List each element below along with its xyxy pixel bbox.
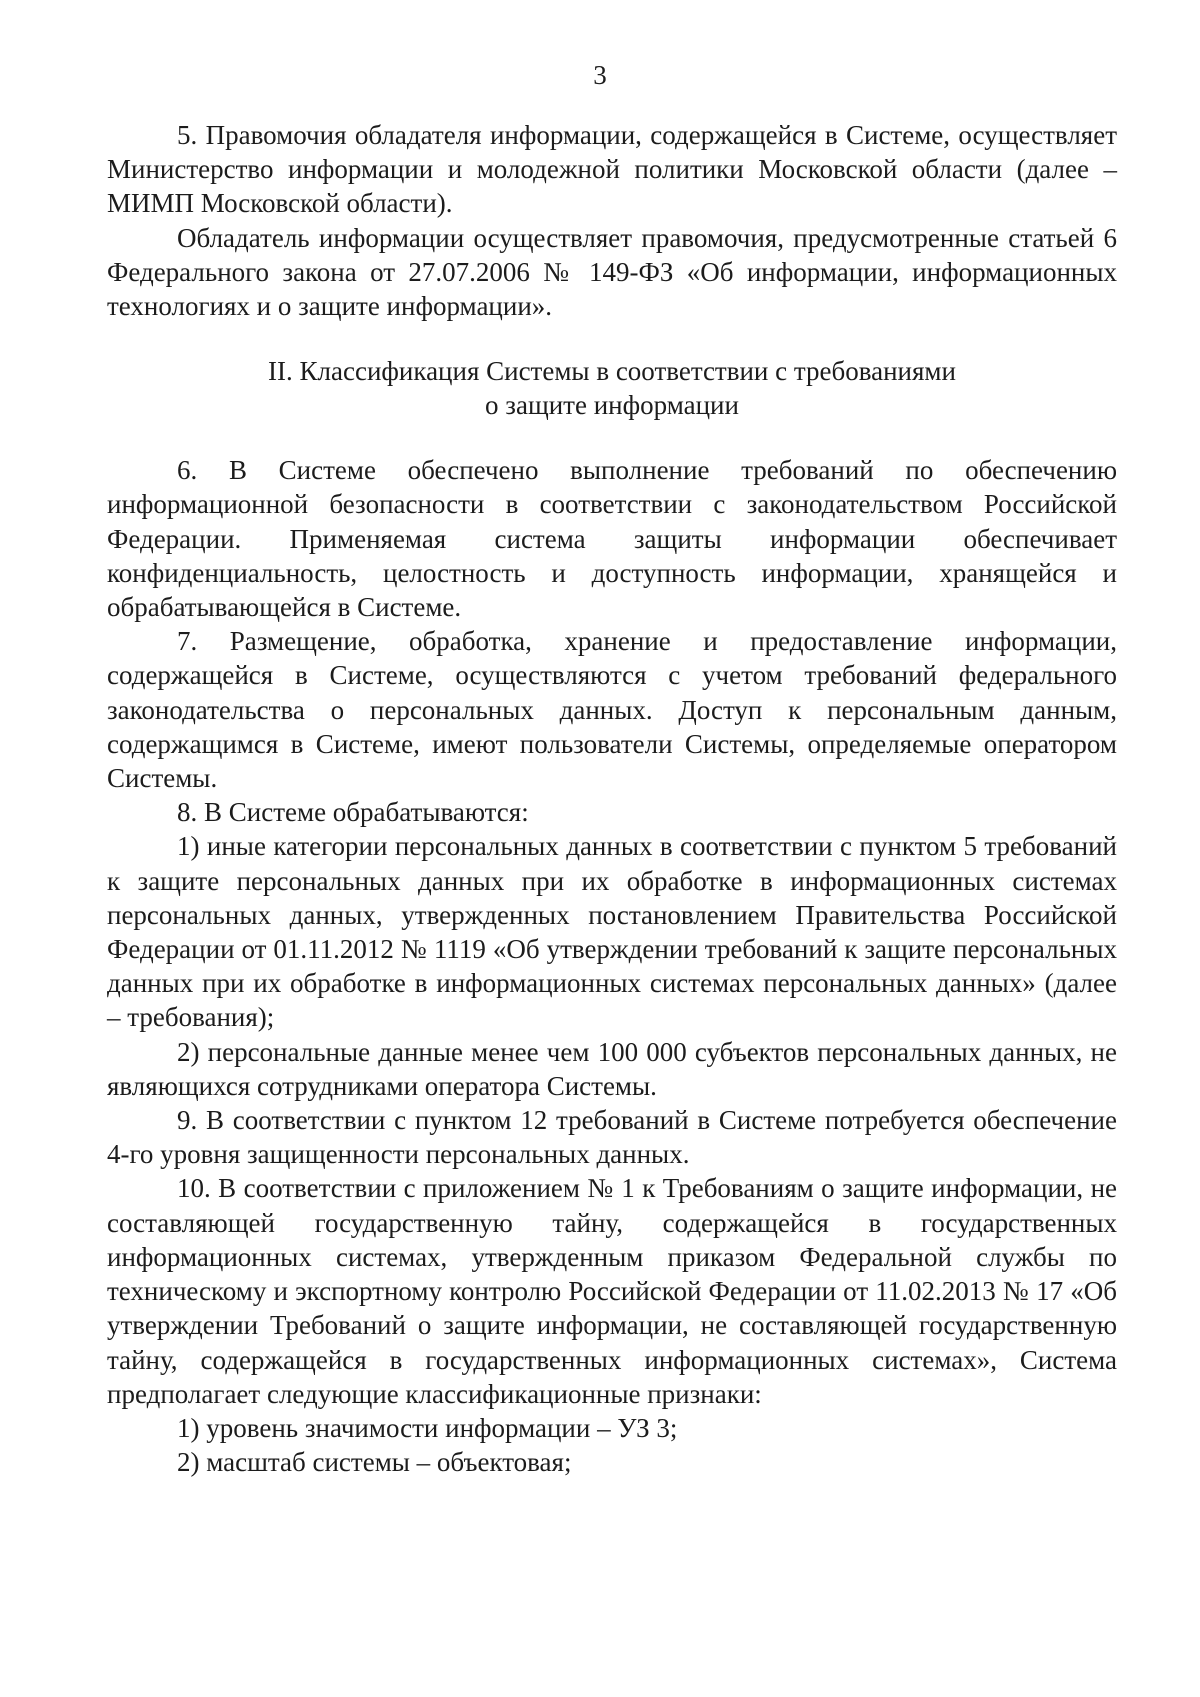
- page-number: 3: [593, 60, 607, 90]
- section-heading-line-2: о защите информации: [485, 390, 739, 421]
- document-body: [107, 118, 1117, 1479]
- paragraph-7: 7. Размещение, обработка, хранение и предоставление информации, содержащейся в Системе, осуществляются с учетом требований федерального законодательства о персональных данных. Доступ к персональным данным, содержащимся в Системе, имеют пользователи Системы, определяемые оператором Системы.: [107, 626, 1117, 794]
- paragraph-10-item-2: 2) масштаб системы – объектовая;: [177, 1447, 572, 1478]
- paragraph-5: 5. Правомочия обладателя информации, содержащейся в Системе, осуществляет Министерство информации и молодежной политики Московской области (далее – МИМП Московской области).: [107, 120, 1117, 219]
- paragraph-9: 9. В соответствии с пунктом 12 требований в Системе потребуется обеспечение 4-го уровня защищенности персональных данных.: [107, 1105, 1117, 1170]
- paragraph-8: 8. В Системе обрабатываются:: [177, 797, 529, 828]
- paragraph-10-item-1: 1) уровень значимости информации – УЗ 3;: [177, 1412, 678, 1443]
- section-heading: [107, 354, 1117, 422]
- paragraph-8-item-2: 2) персональные данные менее чем 100 000 субъектов персональных данных, не являющихся сотрудниками оператора Системы.: [107, 1036, 1117, 1101]
- paragraph-5-continued: Обладатель информации осуществляет правомочия, предусмотренные статьей 6 Федерального закона от 27.07.2006 № 149-ФЗ «Об информации, информационных технологиях и о защите информации».: [107, 222, 1117, 322]
- section-heading-line-1: II. Классификация Системы в соответствии с требованиями: [268, 356, 956, 387]
- paragraph-8-item-1: 1) иные категории персональных данных в соответствии с пунктом 5 требований к защите персональных данных при их обработке в информационных системах персональных данных, утвержденных постановлением Правительства Российской Федерации от 01.11.2012 № 1119 «Об утверждении требований к защите персональных данных при их обработке в информационных системах персональных данных» (далее – требования);: [107, 831, 1117, 1033]
- paragraph-6: 6. В Системе обеспечено выполнение требований по обеспечению информационной безопасности в соответствии с законодательством Российской Федерации. Применяемая система защиты информации обеспечивает конфиденциальность, целостность и доступность информации, хранящейся и обрабатывающейся в Системе.: [107, 455, 1117, 623]
- paragraph-10: 10. В соответствии с приложением № 1 к Требованиям о защите информации, не составляющей государственную тайну, содержащейся в государственных информационных системах, утвержденным приказом Федеральной службы по техническому и экспортному контролю Российской Федерации от 11.02.2013 № 17 «Об утверждении Требований о защите информации, не составляющей государственную тайну, содержащейся в государственных информационных системах», Система предполагает следующие классификационные признаки:: [107, 1173, 1117, 1409]
